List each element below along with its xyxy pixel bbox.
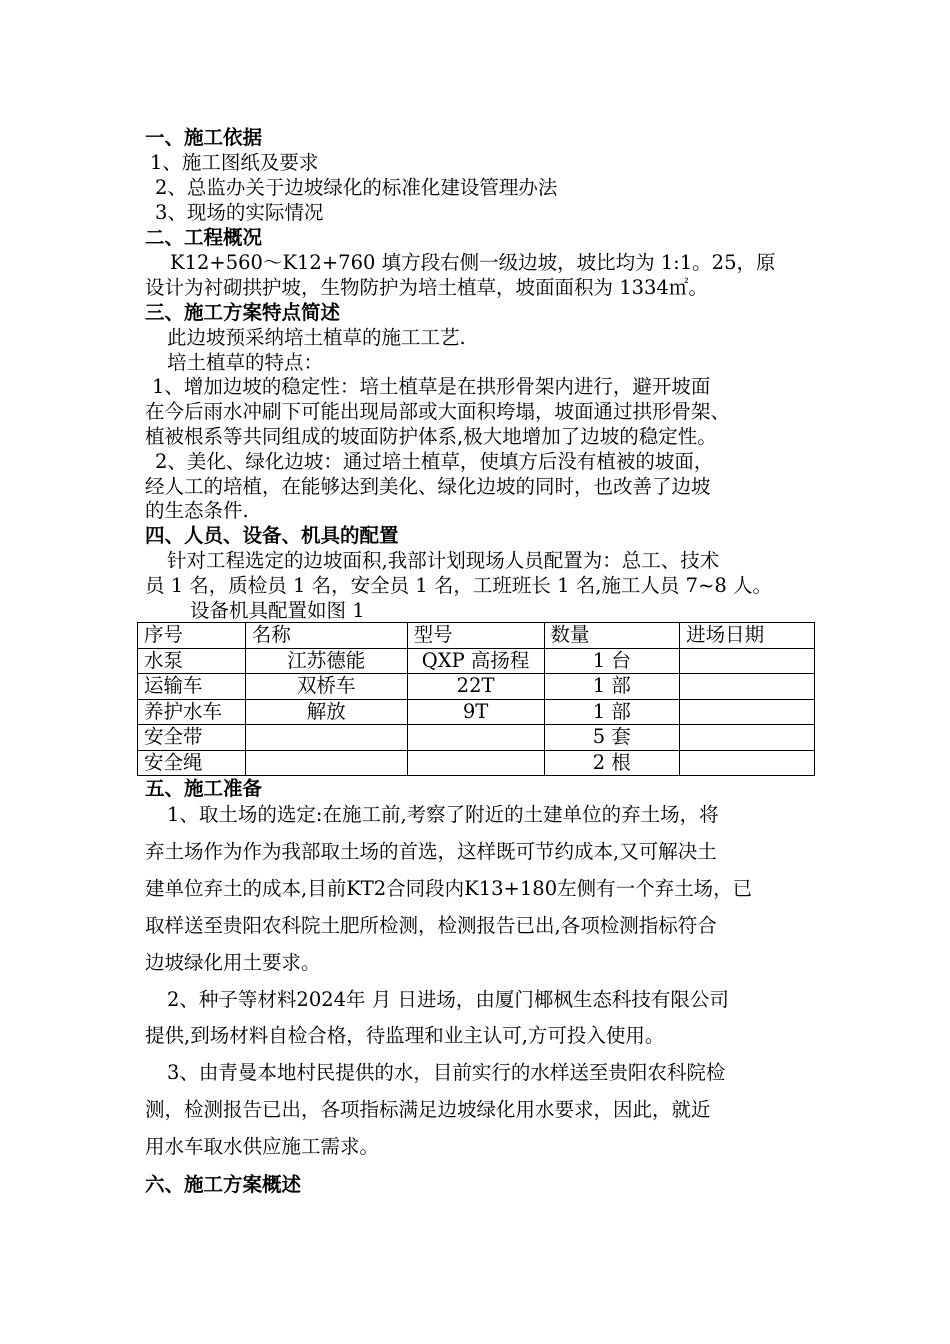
heading-s6: 六、施工方案概述: [145, 1173, 302, 1196]
table-cell: 22T: [407, 674, 544, 700]
s5-line-6: 2、种子等材料2024年 月 日进场，由厦门椰枫生态科技有限公司: [167, 988, 729, 1011]
s3-line-3: 1、增加边坡的稳定性：培土植草是在拱形骨架内进行，避开坡面: [152, 375, 711, 398]
s5-line-7: 提供,到场材料自检合格，待监理和业主认可,方可投入使用。: [145, 1024, 665, 1047]
heading-s1: 一、施工依据: [145, 126, 263, 149]
s5-line-4: 取样送至贵阳农科院土肥所检测，检测报告已出,各项检测指标符合: [145, 914, 717, 937]
table-header-cell: 数量: [544, 623, 680, 649]
s3-line-8: 的生态条件.: [145, 499, 249, 522]
s1-item-2: 2、总监办关于边坡绿化的标准化建设管理办法: [155, 176, 558, 199]
table-cell: 1 部: [544, 699, 680, 725]
table-cell: 安全绳: [138, 750, 246, 776]
table-header-cell: 名称: [245, 623, 407, 649]
s5-line-10: 用水车取水供应施工需求。: [145, 1135, 380, 1158]
s3-line-2: 培土植草的特点：: [167, 351, 324, 374]
table-cell: 5 套: [544, 725, 680, 751]
table-cell: [245, 725, 407, 751]
s3-line-5: 植被根系等共同组成的坡面防护体系,极大地增加了边坡的稳定性。: [145, 425, 717, 448]
table-cell: [245, 750, 407, 776]
table-row: [138, 674, 815, 700]
table-row: [138, 725, 815, 751]
s2-line-2: 设计为衬砌拱护坡，生物防护为培土植草，坡面面积为 1334㎡。: [145, 276, 708, 299]
table-cell: 双桥车: [245, 674, 407, 700]
table-cell: 9T: [407, 699, 544, 725]
table-cell: [680, 648, 815, 674]
table-cell: [680, 699, 815, 725]
heading-s5: 五、施工准备: [145, 777, 263, 800]
s2-line-1: K12+560～K12+760 填方段右侧一级边坡，坡比均为 1:1。25，原: [170, 251, 776, 274]
table-cell: [680, 725, 815, 751]
table-cell: 2 根: [544, 750, 680, 776]
table-row: [138, 699, 815, 725]
s3-line-4: 在今后雨水冲刷下可能出现局部或大面积垮塌，坡面通过拱形骨架、: [145, 400, 731, 423]
table-cell: [407, 750, 544, 776]
table-cell: [680, 750, 815, 776]
s4-line-1: 针对工程选定的边坡面积,我部计划现场人员配置为：总工、技术: [167, 549, 720, 572]
table-cell: 江苏德能: [245, 648, 407, 674]
table-cell: 解放: [245, 699, 407, 725]
heading-s4: 四、人员、设备、机具的配置: [145, 524, 399, 547]
table-cell: QXP 高扬程: [407, 648, 544, 674]
table-header-cell: 进场日期: [680, 623, 815, 649]
heading-s3: 三、施工方案特点简述: [145, 301, 341, 324]
table-cell: 运输车: [138, 674, 246, 700]
s1-item-3: 3、现场的实际情况: [155, 201, 324, 224]
table-row: [138, 648, 815, 674]
table-cell: [407, 725, 544, 751]
s5-line-9: 测，检测报告已出，各项指标满足边坡绿化用水要求，因此，就近: [145, 1098, 711, 1121]
table-cell: 水泵: [138, 648, 246, 674]
table-cell: [680, 674, 815, 700]
s5-line-8: 3、由青曼本地村民提供的水，目前实行的水样送至贵阳农科院检: [167, 1061, 726, 1084]
s3-line-1: 此边坡预采纳培土植草的施工工艺.: [167, 326, 466, 349]
table-cell: 1 部: [544, 674, 680, 700]
table-cell: 养护水车: [138, 699, 246, 725]
table-header-row: [138, 623, 815, 649]
s1-item-1: 1、施工图纸及要求: [150, 151, 319, 174]
s3-line-7: 经人工的培植，在能够达到美化、绿化边坡的同时，也改善了边坡: [145, 475, 711, 498]
table-header-cell: 序号: [138, 623, 246, 649]
s3-line-6: 2、美化、绿化边坡：通过培土植草，使填方后没有植被的坡面，: [155, 450, 714, 473]
equipment-table: [137, 622, 815, 776]
table-row: [138, 750, 815, 776]
s5-line-1: 1、取土场的选定:在施工前,考察了附近的土建单位的弃土场，将: [167, 803, 719, 826]
table-header-cell: 型号: [407, 623, 544, 649]
heading-s2: 二、工程概况: [145, 226, 263, 249]
s5-line-3: 建单位弃土的成本,目前KT2合同段内K13+180左侧有一个弃土场，已: [145, 877, 753, 900]
s4-table-caption: 设备机具配置如图 1: [190, 599, 365, 622]
table-cell: 1 台: [544, 648, 680, 674]
s4-line-2: 员 1 名，质检员 1 名，安全员 1 名，工班班长 1 名,施工人员 7~8 人。: [145, 574, 772, 597]
table-cell: 安全带: [138, 725, 246, 751]
s5-line-5: 边坡绿化用土要求。: [145, 951, 321, 974]
s5-line-2: 弃土场作为作为我部取土场的首选，这样既可节约成本,又可解决土: [145, 840, 717, 863]
